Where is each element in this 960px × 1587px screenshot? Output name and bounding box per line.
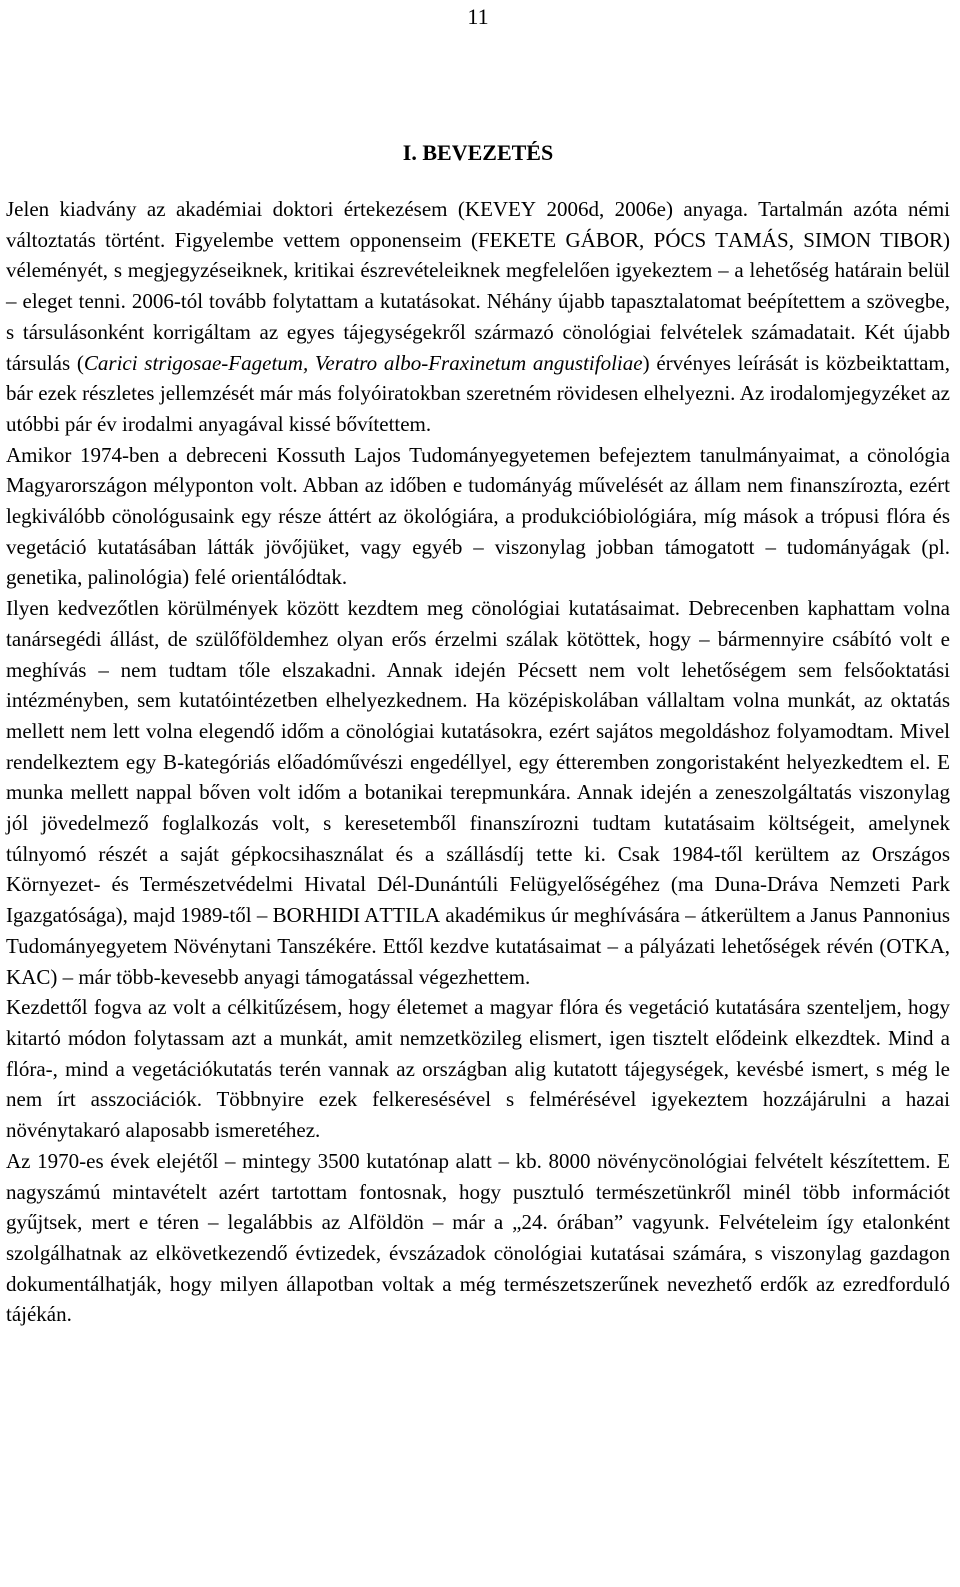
paragraph-2	[6, 440, 950, 594]
small-caps-name: EKETE	[489, 227, 557, 252]
small-caps-name: AMÁS	[728, 227, 789, 252]
body-text	[6, 194, 950, 1330]
italic-text: Carici strigosae-Fagetum, Veratro albo-Fraxinetum angustifoliae	[83, 350, 643, 375]
paragraph-5	[6, 1146, 950, 1330]
page-number: 11	[467, 4, 489, 29]
text-segment: 2006d, 2006e) anyaga. Tartalmán azóta némi változtatás történt. Figyelembe vettem opponenseim (F	[6, 197, 950, 252]
text-segment: T	[706, 227, 728, 252]
text-segment: Amikor 1974-ben a debreceni Kossuth Lajos Tudományegyetemen befejeztem tanulmányaimat, a cönológia Magyarországon mélyponton volt. Abban az időben e tudományág művelését az állam nem finanszírozta, ezért legkiválóbb cönológusaink egy része áttért az ökológiára, a produkcióbiológiára, míg mások a trópusi flóra és vegetáció kutatásában látták jövőjüket, vagy egyéb – viszonylag jobban támogatott – tudományágak (pl. genetika, palinológia) felé orientálódtak.	[6, 442, 950, 590]
paragraph-4	[6, 992, 950, 1146]
text-segment: ) érvényes leírását is közbeiktattam, bár ezek részletes jellemzését már más folyóiratokban szeretném rövidesen elhelyezni. Az irodalomjegyzéket az utóbbi pár év irodalmi anyagával kissé bővítettem.	[6, 350, 950, 436]
small-caps-name: TTILA	[379, 903, 441, 928]
paragraph-1	[6, 194, 950, 440]
small-caps-name: ÓCS	[665, 227, 707, 252]
small-caps-name: IMON	[814, 227, 871, 252]
text-segment: , P	[639, 227, 666, 252]
small-caps-name: ORHIDI	[286, 903, 361, 928]
text-segment: ) véleményét, s megjegyzéseiknek, kritikai észrevételeiknek megfelelően igyekeztem – a lehetőség határain belül – eleget tenni. 2006-tól tovább folytattam a kutatásokat. Néhány újabb tapasztalatomat beépítettem a szövegbe, s társulásonként korrigáltam az egyes tájegységekről származó cönológiai felvételek számadatait. Két újabb társulás (	[6, 227, 950, 375]
text-segment: T	[870, 227, 893, 252]
text-segment: G	[556, 227, 581, 252]
small-caps-name: IBOR	[892, 227, 943, 252]
paragraph-3	[6, 593, 950, 992]
small-caps-name: EVEY	[480, 197, 537, 221]
text-segment: Kezdettől fogva az volt a célkitűzésem, hogy életemet a magyar flóra és vegetáció kutatására szenteljem, hogy kitartó módon folytassam azt a munkát, amit nemzetközileg elismert, igen tisztelt elődeink elkezdtek. Mind a flóra-, mind a vegetációkutatás terén vannak az országban alig kutatott tájegységek, kevésbé ismert, s még le nem írt asszociációk. Többnyire ezek felkeresésével s felmérésével igyekeztem hozzájárulni a hazai növénytakaró alaposabb ismeretéhez.	[6, 995, 950, 1143]
small-caps-name: ÁBOR	[580, 227, 640, 252]
text-segment: Jelen kiadvány az akadémiai doktori értekezésem (K	[6, 197, 481, 221]
text-segment: Ilyen kedvezőtlen körülmények között kezdtem meg cönológiai kutatásaimat. Debrecenben kaphattam volna tanársegédi állást, de szülőföldemhez olyan erős érzelmi szálak kötöttek, hogy – bármennyire csábító volt e meghívás – nem tudtam tőle elszakadni. Annak idején Pécsett nem volt lehetőségem sem felsőoktatási intézményben, sem kutatóintézetben elhelyezkednem. Ha középiskolában vállaltam volna munkát, az oktatás mellett nem lett volna elegendő időm a cönológiai kutatásokra, ezért sajátos megoldáshoz folyamodtam. Mivel rendelkeztem egy B-kategóriás előadóművészi engedéllyel, egy étteremben zongoristaként helyezkedtem el. E munka mellett nappal bőven volt időm a botanikai terepmunkára. Annak idején a zeneszolgáltatás viszonylag jól jövedelmező foglalkozás volt, s keresetemből finanszírozni tudtam kutatásaim költségeit, amelynek túlnyomó részét a saját gépkocsihasználat és a szállásdíj tette ki. Csak 1984-től kerültem az Országos Környezet- és Természetvédelmi Hivatal Dél-Dunántúli Felügyelőségéhez (ma Duna-Dráva Nemzeti Park Igazgatósága), majd 1989-től – B	[6, 596, 950, 928]
text-segment: Az 1970-es évek elejétől – mintegy 3500 kutatónap alatt – kb. 8000 növénycönológiai felvételt készítettem. E nagyszámú mintavételt azért tartottam fontosnak, hogy pusztuló természetünkről minél több információt gyűjtsek, mert e téren – legalábbis az Alföldön – már a „24. órában” vagyunk. Felvételeim így etalonként szolgálhatnak az elkövetkezendő évtizedek, évszázadok cönológiai kutatásai számára, s viszonylag gazdagon dokumentálhatják, hogy milyen állapotban voltak a még természetszerűnek nevezhető erdők az ezredforduló tájékán.	[6, 1148, 950, 1327]
text-segment: , S	[788, 227, 815, 252]
chapter-title: I. BEVEZETÉS	[402, 140, 554, 165]
text-segment: akadémikus úr meghívására – átkerültem a Janus Pannonius Tudományegyetem Növénytani Tanszékére. Ettől kezdve kutatásaimat – a pályázati lehetőségek révén (OTKA, KAC) – már több-kevesebb anyagi támogatással végezhettem.	[6, 903, 951, 989]
text-segment: A	[360, 903, 380, 928]
